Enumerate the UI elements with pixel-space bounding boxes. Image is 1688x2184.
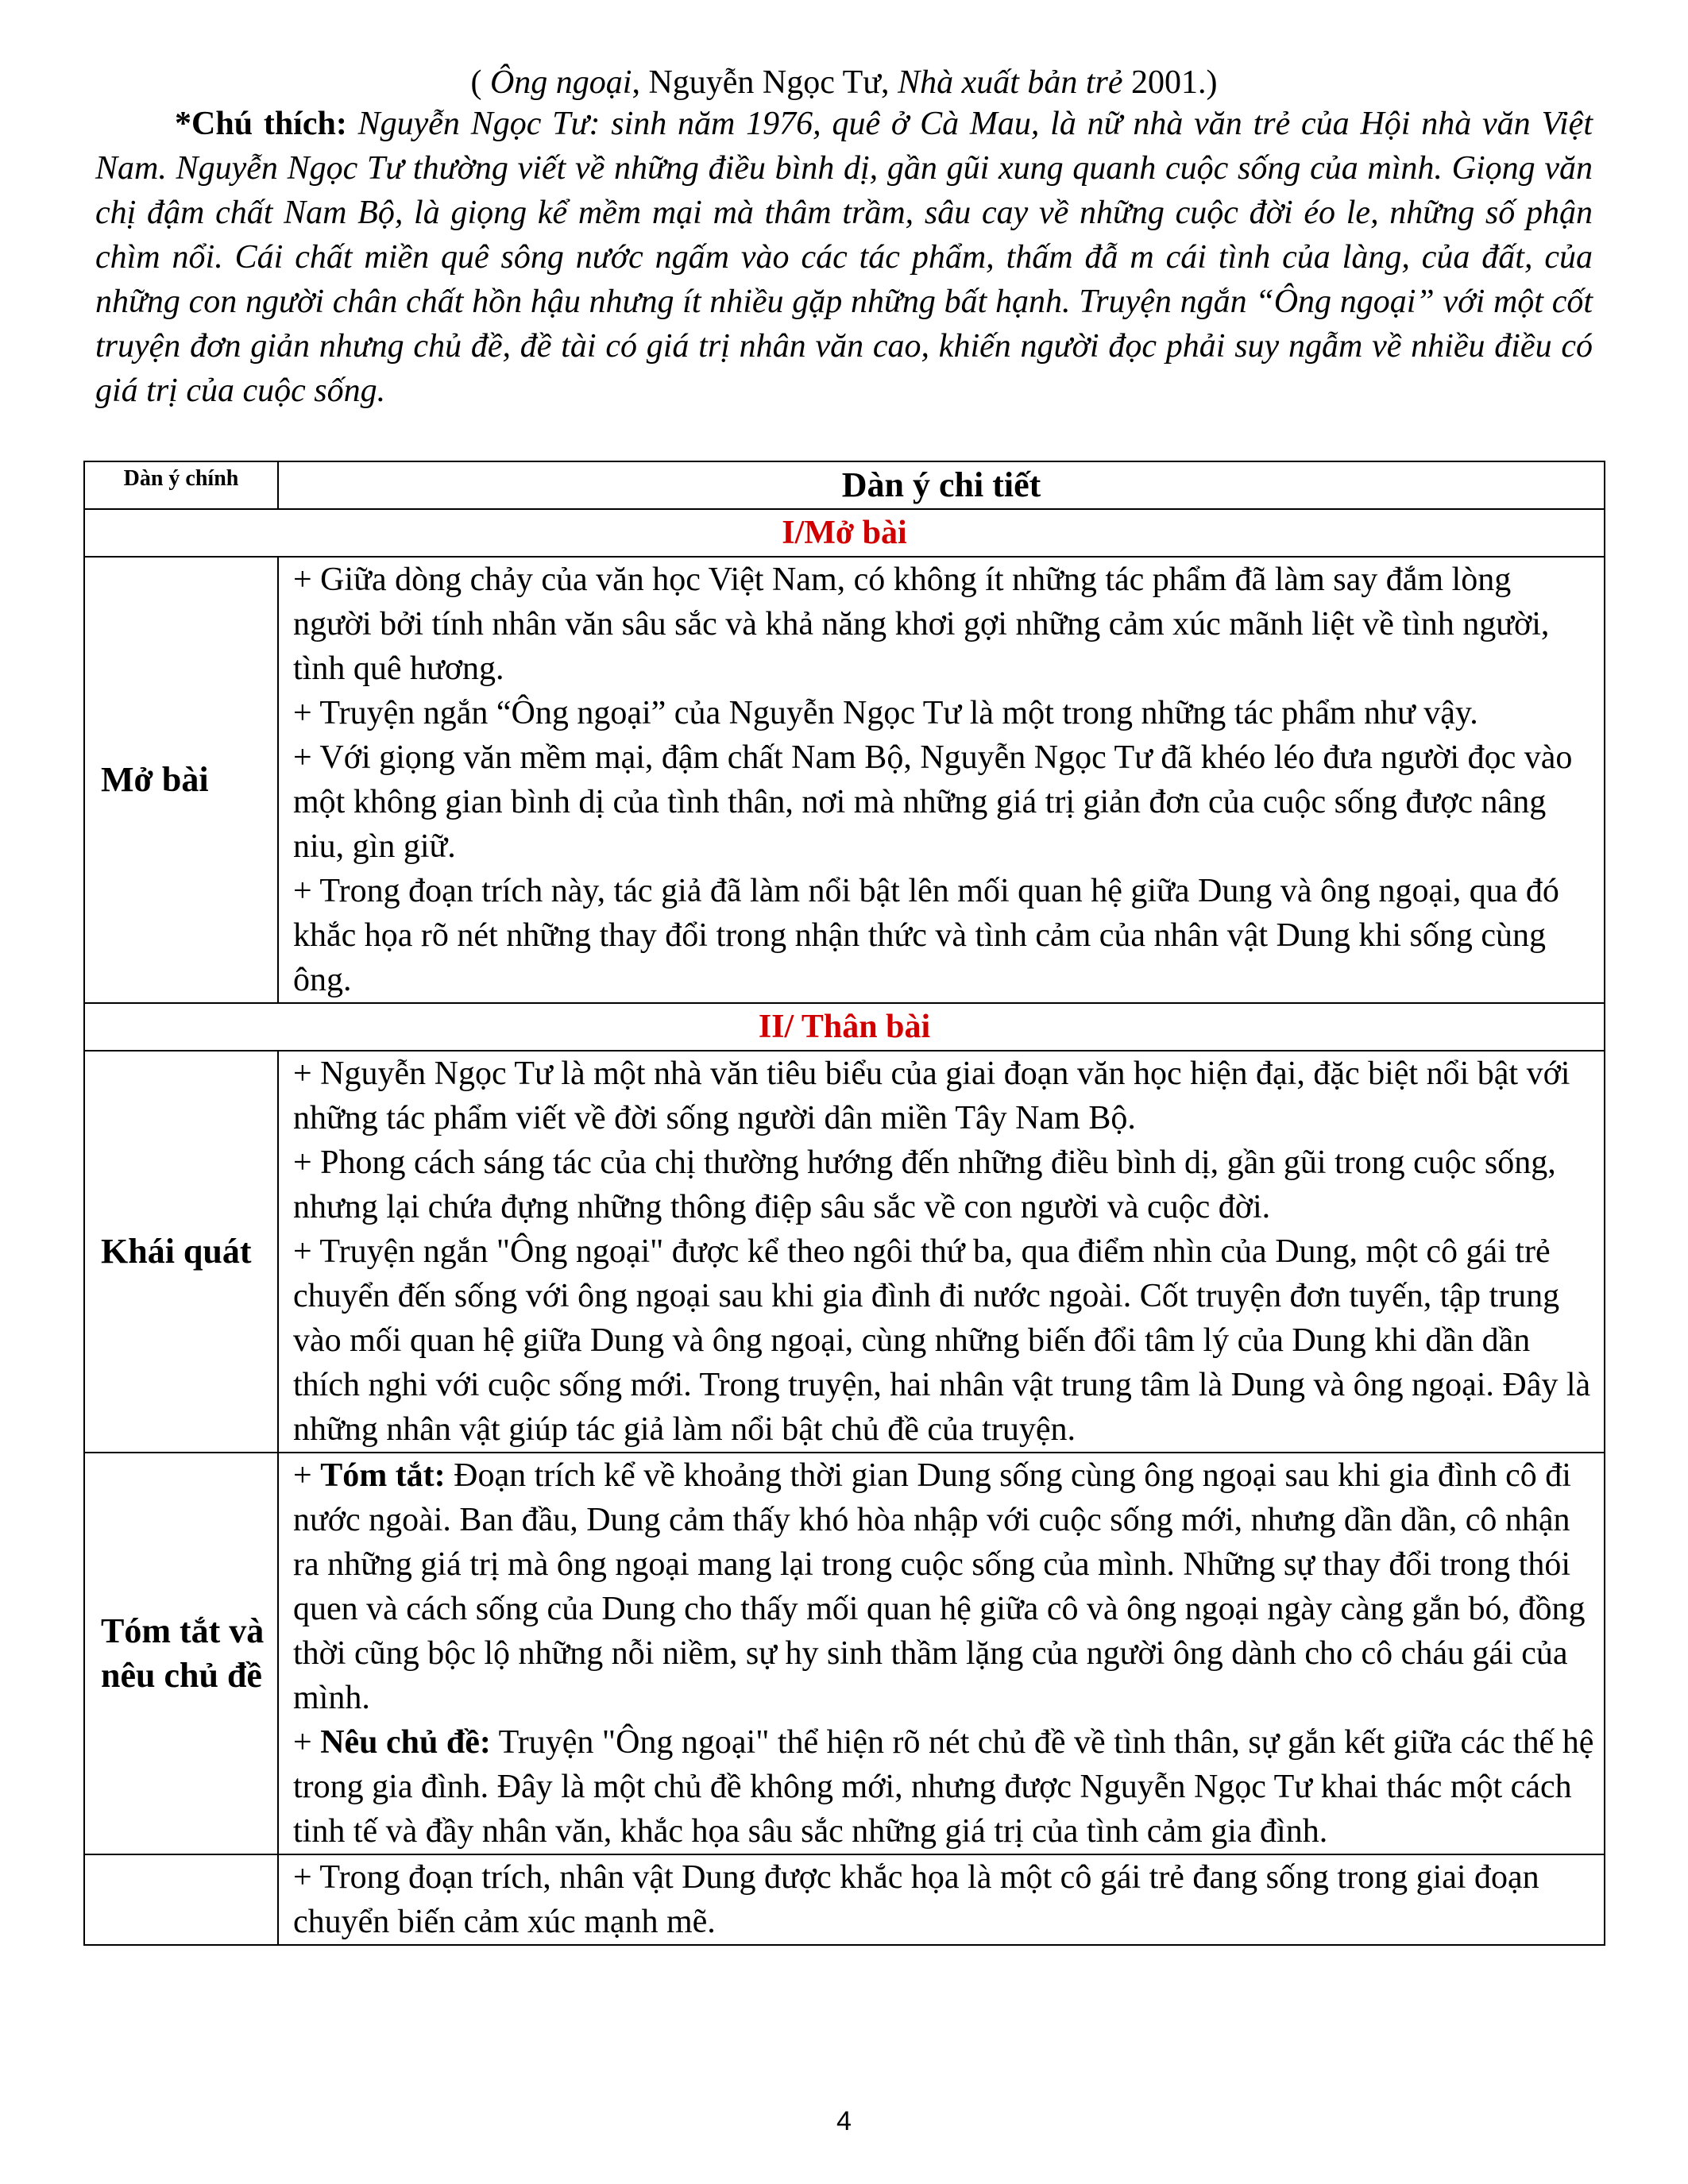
note-text: Nguyễn Ngọc Tư: sinh năm 1976, quê ở Cà Mau, là nữ nhà văn trẻ của Hội nhà văn Việt Nam. Nguyễn Ngọc Tư thường viết về những điều bình dị, gần gũi xung quanh cuộc sống của mình. Giọng văn chị đậm chất Nam Bộ, là giọng kể mềm mại mà thâm trầm, sâu cay về những cuộc đời éo le, những số phận chìm nổi. Cái chất miền quê sông nước ngấm vào các tác phẩm, thấm đẫ m cái tình của làng, của đất, của những con người chân chất hồn hậu nhưng ít nhiều gặp những bất hạnh. Truyện ngắn “Ông ngoại” với một cốt truyện đơn giản nhưng chủ đề, đề tài có giá trị nhân văn cao, khiến người đọc phải suy ngẫm về nhiều điều có giá trị của cuộc sống. — [95, 106, 1593, 409]
header-detailed-outline: Dàn ý chi tiết — [278, 461, 1605, 509]
paragraph: + Truyện ngắn "Ông ngoại" được kể theo ngôi thứ ba, qua điểm nhìn của Dung, một cô gái trẻ chuyển đến sống với ông ngoại sau khi gia đình đi nước ngoài. Cốt truyện đơn tuyến, tập trung vào mối quan hệ giữa Dung và ông ngoại, cùng những biến đổi tâm lý của Dung khi dần dần thích nghi với cuộc sống mới. Trong truyện, hai nhân vật trung tâm là Dung và ông ngoại. Đây là những nhân vật giúp tác giả làm nổi bật chủ đề của truyện. — [293, 1233, 1591, 1448]
bullet-prefix: + — [293, 1724, 321, 1761]
section-row-intro — [84, 509, 1605, 557]
theme-text: Truyện "Ông ngoại" thể hiện rõ nét chủ đề về tình thân, sự gắn kết giữa các thế hệ trong gia đình. Đây là một chủ đề không mới, nhưng được Nguyễn Ngọc Tư khai thác một cách tinh tế và đầy nhân văn, khắc họa sâu sắc những giá trị của tình cảm gia đình. — [293, 1724, 1594, 1850]
paragraph: + Truyện ngắn “Ông ngoại” của Nguyễn Ngọc Tư là một trong những tác phẩm như vậy. — [293, 695, 1478, 731]
paragraph: + Trong đoạn trích này, tác giả đã làm nổi bật lên mối quan hệ giữa Dung và ông ngoại, qua đó khắc họa rõ nét những thay đổi trong nhận thức và tình cảm của nhân vật Dung khi sống cùng ông. — [293, 873, 1559, 998]
citation-year: 2001.) — [1122, 64, 1218, 101]
table-row-last — [84, 1854, 1605, 1945]
table-row-mo-bai — [84, 557, 1605, 1003]
citation-title: Ông ngoại — [489, 64, 632, 101]
citation-author: , Nguyễn Ngọc Tư, — [632, 64, 898, 101]
row-label-tom-tat: Tóm tắt và nêu chủ đề — [84, 1453, 278, 1854]
annotation-note — [95, 102, 1593, 413]
paragraph: + Giữa dòng chảy của văn học Việt Nam, có không ít những tác phẩm đã làm say đắm lòng người bởi tính nhân văn sâu sắc và khả năng khơi gợi những cảm xúc mãnh liệt về tình người, tình quê hương. — [293, 561, 1550, 687]
table-row-tom-tat — [84, 1453, 1605, 1854]
paragraph: + Với giọng văn mềm mại, đậm chất Nam Bộ, Nguyễn Ngọc Tư đã khéo léo đưa người đọc vào một không gian bình dị của tình thân, nơi mà những giá trị giản đơn của cuộc sống được nâng niu, gìn giữ. — [293, 739, 1573, 865]
summary-label: Tóm tắt: — [320, 1457, 446, 1494]
section-heading-intro: I/Mở bài — [84, 509, 1605, 557]
row-label-mo-bai: Mở bài — [84, 557, 278, 1003]
table-header-row — [84, 461, 1605, 509]
citation-open: ( — [470, 64, 490, 101]
row-content-mo-bai — [278, 557, 1605, 1003]
citation-publisher: Nhà xuất bản trẻ — [898, 64, 1123, 101]
note-label: *Chú thích: — [175, 106, 347, 142]
section-heading-body: II/ Thân bài — [84, 1003, 1605, 1051]
paragraph: + Phong cách sáng tác của chị thường hướng đến những điều bình dị, gần gũi trong cuộc sống, nhưng lại chứa đựng những thông điệp sâu sắc về con người và cuộc đời. — [293, 1144, 1556, 1225]
row-content-tom-tat — [278, 1453, 1605, 1854]
theme-label: Nêu chủ đề: — [320, 1724, 491, 1761]
paragraph-theme — [293, 1720, 1596, 1854]
table-row-khai-quat — [84, 1051, 1605, 1453]
row-content-last — [278, 1854, 1605, 1945]
section-row-body — [84, 1003, 1605, 1051]
source-citation — [95, 60, 1593, 105]
paragraph: + Trong đoạn trích, nhân vật Dung được khắc họa là một cô gái trẻ đang sống trong giai đoạn chuyển biến cảm xúc mạnh mẽ. — [293, 1859, 1539, 1940]
header-main-outline: Dàn ý chính — [84, 461, 278, 509]
row-content-khai-quat — [278, 1051, 1605, 1453]
summary-text: Đoạn trích kể về khoảng thời gian Dung sống cùng ông ngoại sau khi gia đình cô đi nước ngoài. Ban đầu, Dung cảm thấy khó hòa nhập với cuộc sống mới, nhưng dần dần, cô nhận ra những giá trị mà ông ngoại mang lại trong cuộc sống của mình. Những sự thay đổi trong thói quen và cách sống của Dung cho thấy mối quan hệ giữa cô và ông ngoại ngày càng gắn bó, đồng thời cũng bộc lộ những nỗi niềm, sự hy sinh thầm lặng của người ông dành cho cô cháu gái của mình. — [293, 1457, 1586, 1716]
bullet-prefix: + — [293, 1457, 321, 1494]
paragraph: + Nguyễn Ngọc Tư là một nhà văn tiêu biểu của giai đoạn văn học hiện đại, đặc biệt nổi bật với những tác phẩm viết về đời sống người dân miền Tây Nam Bộ. — [293, 1055, 1570, 1136]
page-number: 4 — [836, 2106, 852, 2136]
paragraph-summary — [293, 1453, 1596, 1720]
row-label-empty — [84, 1854, 278, 1945]
row-label-khai-quat: Khái quát — [84, 1051, 278, 1453]
outline-table — [83, 461, 1605, 1946]
